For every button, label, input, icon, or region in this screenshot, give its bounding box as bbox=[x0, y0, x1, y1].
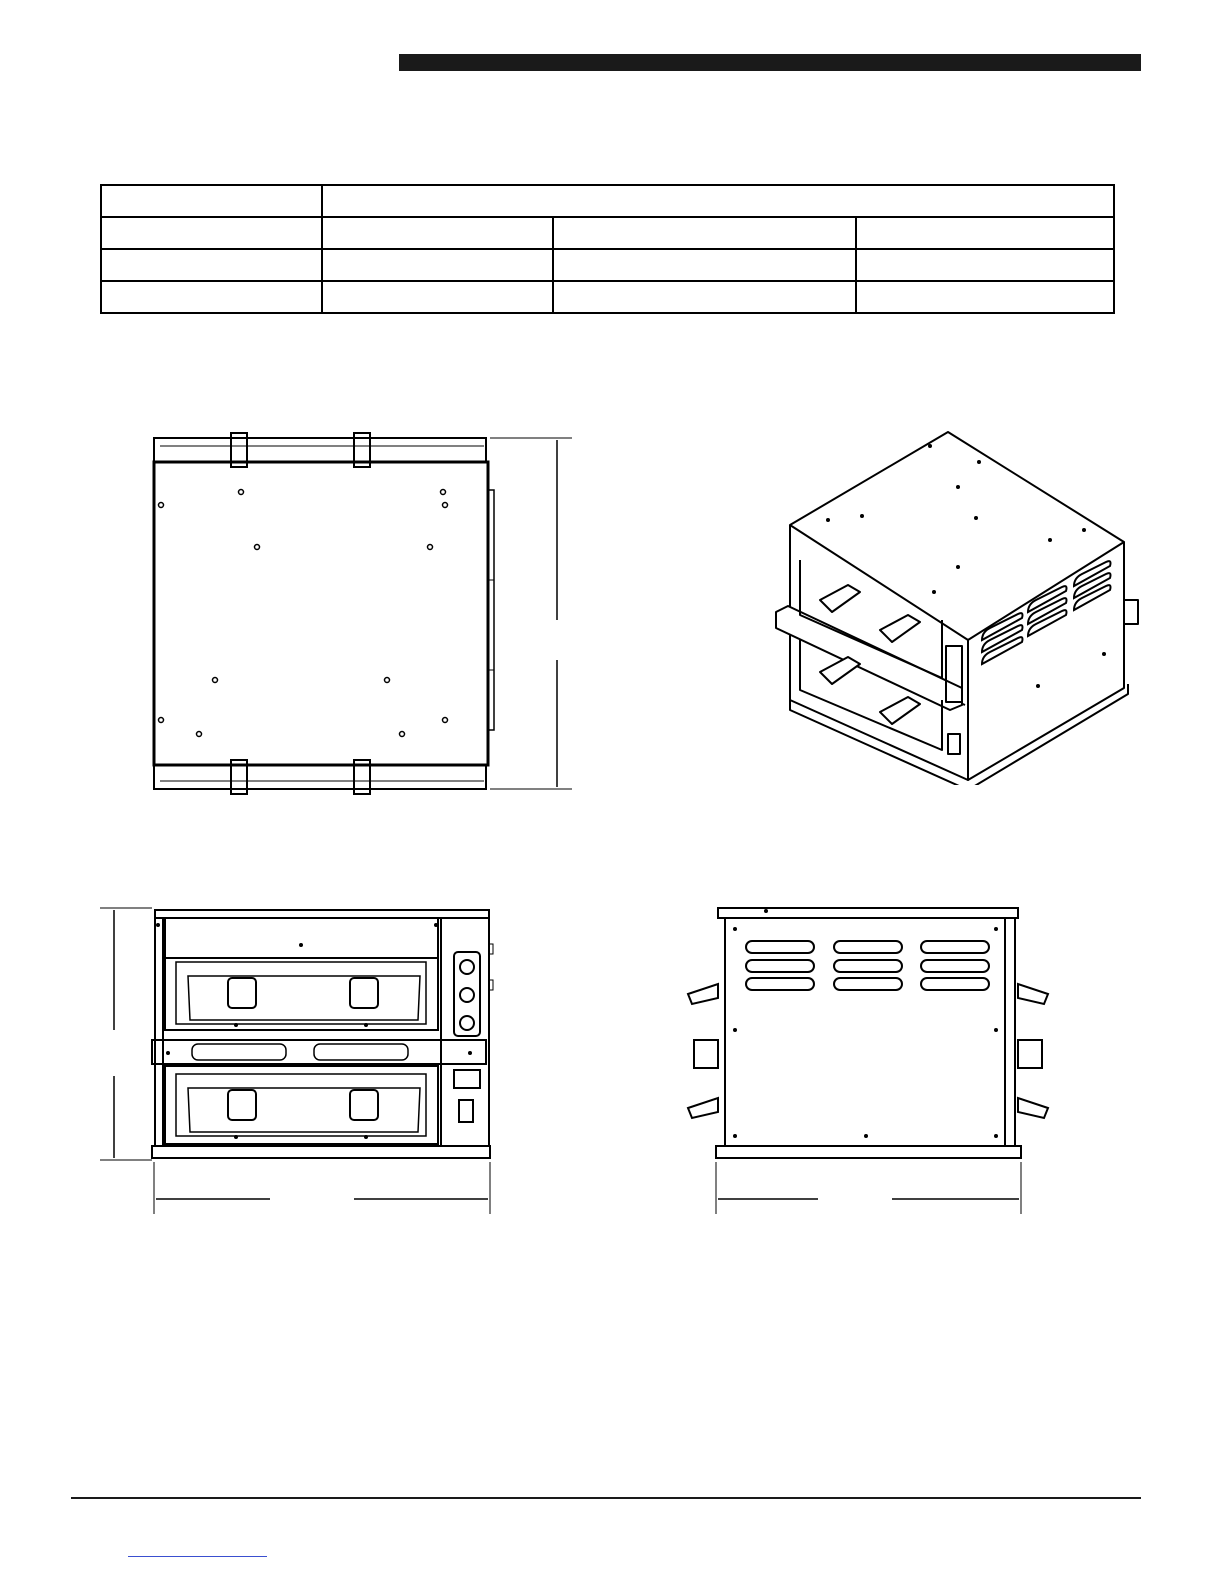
top-view-drawing bbox=[140, 425, 590, 810]
table-cell bbox=[101, 281, 322, 313]
table-row bbox=[101, 217, 1114, 249]
table-cell bbox=[322, 281, 553, 313]
footer-rule bbox=[71, 1497, 1141, 1499]
table-row bbox=[101, 249, 1114, 281]
table-cell bbox=[553, 281, 856, 313]
table-cell bbox=[856, 249, 1114, 281]
table-cell bbox=[101, 185, 322, 217]
table-cell bbox=[101, 249, 322, 281]
spec-table bbox=[100, 184, 1115, 314]
table-cell bbox=[322, 185, 1114, 217]
isometric-view-drawing bbox=[770, 425, 1150, 785]
table-cell bbox=[322, 217, 553, 249]
table-cell bbox=[322, 249, 553, 281]
table-cell bbox=[856, 217, 1114, 249]
table-cell bbox=[553, 217, 856, 249]
table-row bbox=[101, 281, 1114, 313]
table-row bbox=[101, 185, 1114, 217]
side-view-drawing bbox=[680, 895, 1060, 1220]
front-view-drawing bbox=[95, 895, 505, 1220]
table-cell bbox=[856, 281, 1114, 313]
table-cell bbox=[553, 249, 856, 281]
table-cell bbox=[101, 217, 322, 249]
header-bar bbox=[399, 54, 1141, 71]
footer-link-underline[interactable] bbox=[128, 1556, 267, 1557]
